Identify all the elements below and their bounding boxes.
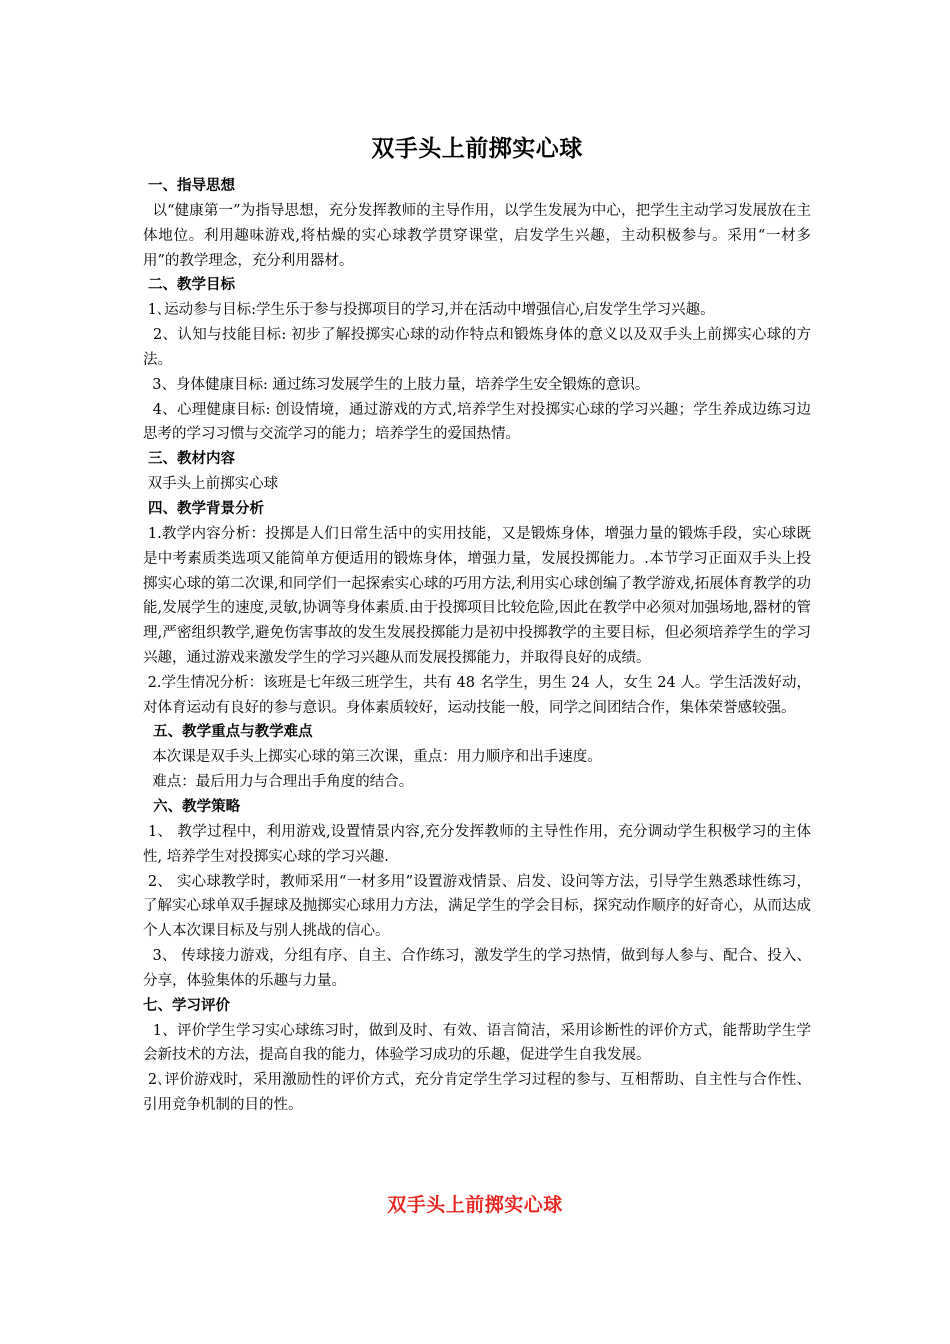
document-body <box>143 132 811 1118</box>
section-paragraph: 难点：最后用力与合理出手角度的结合。 <box>143 774 414 791</box>
section-paragraph: 1､运动参与目标:学生乐于参与投掷项目的学习,并在活动中增强信心,启发学生学习兴趣。 <box>143 302 715 319</box>
section-heading: 七、学习评价 <box>143 997 230 1014</box>
section-paragraph: 1、 教学过程中，利用游戏,设置情景内容,充分发挥教师的主导性作用，充分调动学生积极学习的主体性, 培养学生对投掷实心球的学习兴趣. <box>143 823 811 865</box>
section-paragraph: 2、 实心球教学时，教师采用“一材多用”设置游戏情景、启发、设问等方法，引导学生熟悉球性练习，了解实心球单双手握球及抛掷实心球用力方法，满足学生的学会目标，探究动作顺序的好奇心，从而达成个人本次课目标及与别人挑战的信心。 <box>143 873 812 940</box>
section-heading: 五、教学重点与教学难点 <box>143 724 313 741</box>
section-paragraph: 1.教学内容分析：投掷是人们日常生活中的实用技能，又是锻炼身体，增强力量的锻炼手段，实心球既是中考素质类选项又能简单方便适用的锻炼身体，增强力量，发展投掷能力。.本节学习正面双手头上投掷实心球的第二次课,和同学们一起探索实心球的巧用方法,利用实心球创编了教学游戏,拓展体育教学的功能,发展学生的速度,灵敏,协调等身体素质.由于投掷项目比较危险,因此在教学中必须对加强场地,器材的管理,严密组织教学,避免伤害事故的发生发展投掷能力是初中投掷教学的主要目标，但必须培养学生的学习兴趣，通过游戏来激发学生的学习兴趣从而发展投掷能力，并取得良好的成绩。 <box>143 525 811 666</box>
section-heading: 三、教材内容 <box>143 451 236 468</box>
section-guiding-ideology <box>143 174 811 273</box>
section-paragraph: 双手头上前掷实心球 <box>143 476 279 493</box>
section-teaching-goals <box>143 273 811 447</box>
footer-title: 双手头上前掷实心球 <box>387 1194 563 1216</box>
section-paragraph: 3、身体健康目标: 通过练习发展学生的上肢力量，培养学生安全锻炼的意识。 <box>143 376 650 393</box>
document-title: 双手头上前掷实心球 <box>371 136 583 162</box>
section-paragraph: 本次课是双手头上掷实心球的第三次课，重点：用力顺序和出手速度。 <box>143 749 602 766</box>
section-paragraph: 2、认知与技能目标: 初步了解投掷实心球的动作特点和锻炼身体的意义以及双手头上前掷实心球的方法。 <box>143 327 812 368</box>
section-paragraph: 以“健康第一”为指导思想，充分发挥教师的主导作用，以学生发展为中心，把学生主动学习发展放在主体地位。利用趣味游戏,将枯燥的实心球教学贯穿课堂，启发学生兴趣，主动积极参与。采用“一材多用”的教学理念，充分利用器材。 <box>143 203 812 269</box>
section-heading: 四、教学背景分析 <box>143 500 265 517</box>
section-paragraph: 3、 传球接力游戏，分组有序、自主、合作练习，激发学生的学习热情，做到每人参与、配合、投入、分享，体验集体的乐趣与力量。 <box>143 947 811 989</box>
section-background-analysis <box>143 497 811 720</box>
section-heading: 六、教学策略 <box>143 798 241 815</box>
section-paragraph: 2.学生情况分析：该班是七年级三班学生，共有 48 名学生，男生 24 人，女生 24 人。学生活泼好动，对体育运动有良好的参与意识。身体素质较好，运动技能一般，同学之间团结合作，集体荣誉感较强。 <box>143 674 812 716</box>
section-heading: 二、教学目标 <box>143 277 236 294</box>
section-paragraph: 4、心理健康目标: 创设情境，通过游戏的方式,培养学生对投掷实心球的学习兴趣；学生养成边练习边思考的学习习惯与交流学习的能力；培养学生的爱国热情。 <box>143 401 812 443</box>
section-key-points <box>143 720 811 795</box>
section-teaching-strategy <box>143 795 811 994</box>
section-learning-evaluation <box>143 994 811 1118</box>
section-teaching-material <box>143 447 811 497</box>
section-heading: 一、指导思想 <box>143 178 236 194</box>
section-paragraph: 1、评价学生学习实心球练习时，做到及时、有效、语言简洁，采用诊断性的评价方式，能帮助学生学会新技术的方法，提高自我的能力，体验学习成功的乐趣，促进学生自我发展。 <box>143 1022 812 1064</box>
section-paragraph: 2､评价游戏时，采用激励性的评价方式，充分肯定学生学习过程的参与、互相帮助、自主性与合作性、引用竞争机制的目的性。 <box>143 1072 811 1113</box>
